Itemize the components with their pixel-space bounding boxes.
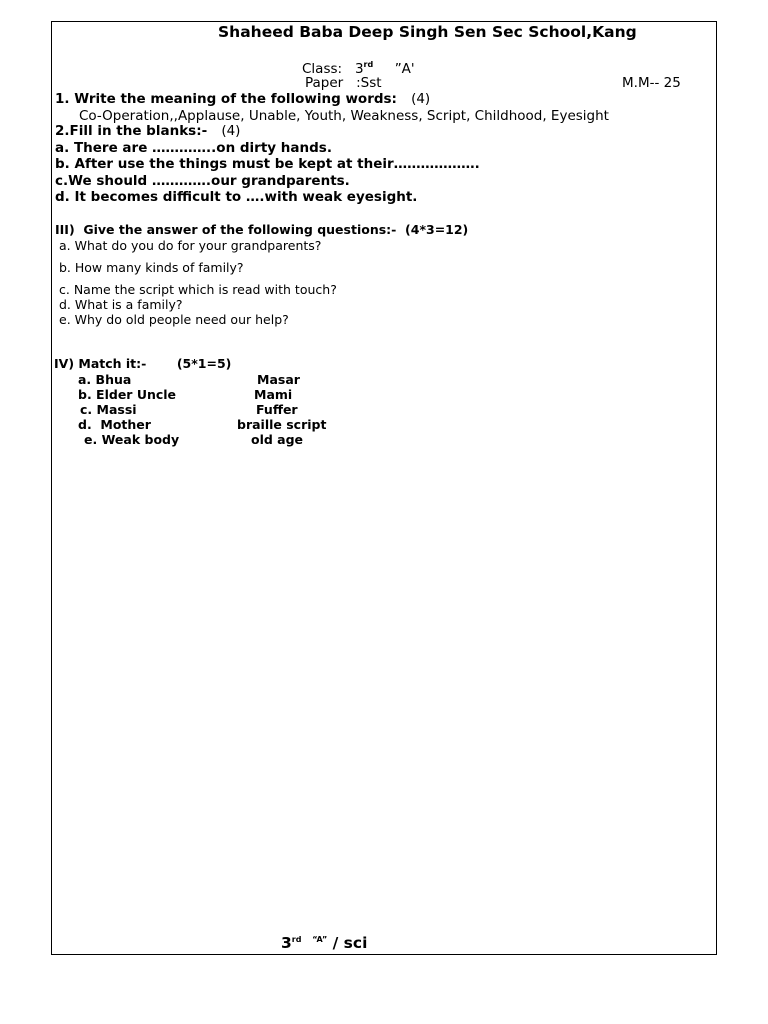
- q3-item-d: d. What is a family?: [59, 297, 183, 312]
- class-number: 3: [354, 61, 364, 77]
- q3-item-a: a. What do you do for your grandparents?: [59, 238, 322, 253]
- q1-words: Co-Operation,,Applause, Unable, Youth, Weakness, Script, Childhood, Eyesight: [79, 108, 609, 124]
- q3-item-c: c. Name the script which is read with touch?: [59, 282, 337, 297]
- class-section: ”A': [394, 61, 415, 77]
- blank-item-a: a. There are …………..on dirty hands.: [55, 140, 332, 156]
- blank-item-b: b. After use the things must be kept at their……………….: [55, 156, 480, 172]
- footer-subject: / sci: [332, 934, 368, 952]
- footer-number: 3: [281, 934, 292, 952]
- q1-title: 1. Write the meaning of the following words:: [55, 91, 397, 107]
- footer-superscript: rd: [291, 935, 302, 944]
- footer-label: [281, 936, 367, 952]
- match-right-5: old age: [251, 432, 304, 447]
- class-label: Class:: [302, 61, 343, 77]
- q3-item-b: b. How many kinds of family?: [59, 260, 244, 275]
- paper-subject: Paper :Sst: [305, 75, 382, 91]
- blank-item-c: c.We should ………….our grandparents.: [55, 173, 350, 189]
- match-left-c: c. Massi: [80, 402, 137, 417]
- match-right-3: Fuffer: [256, 402, 298, 417]
- match-right-1: Masar: [257, 372, 300, 387]
- q2-heading: [55, 125, 240, 139]
- match-right-4: braille script: [237, 417, 327, 432]
- q2-marks: (4): [221, 123, 241, 139]
- class-superscript: rd: [363, 60, 374, 69]
- match-left-d: d. Mother: [78, 417, 151, 432]
- school-name: Shaheed Baba Deep Singh Sen Sec School,Kang: [218, 23, 637, 41]
- q1-marks: (4): [411, 91, 431, 107]
- match-right-2: Mami: [254, 387, 293, 402]
- q4-title: IV) Match it:-: [54, 356, 147, 371]
- q4-heading: [54, 358, 231, 371]
- max-marks: M.M-- 25: [622, 75, 681, 91]
- q3-heading: III) Give the answer of the following questions:- (4*3=12): [55, 222, 469, 237]
- match-left-a: a. Bhua: [78, 372, 132, 387]
- q4-marks: (5*1=5): [176, 356, 232, 371]
- q3-item-e: e. Why do old people need our help?: [59, 312, 289, 327]
- match-left-b: b. Elder Uncle: [78, 387, 177, 402]
- q2-title: 2.Fill in the blanks:-: [55, 123, 208, 139]
- match-left-e: e. Weak body: [84, 432, 180, 447]
- blank-item-d: d. It becomes difficult to ….with weak eyesight.: [55, 189, 418, 205]
- q1-heading: [55, 93, 430, 107]
- footer-section: “A”: [312, 935, 328, 944]
